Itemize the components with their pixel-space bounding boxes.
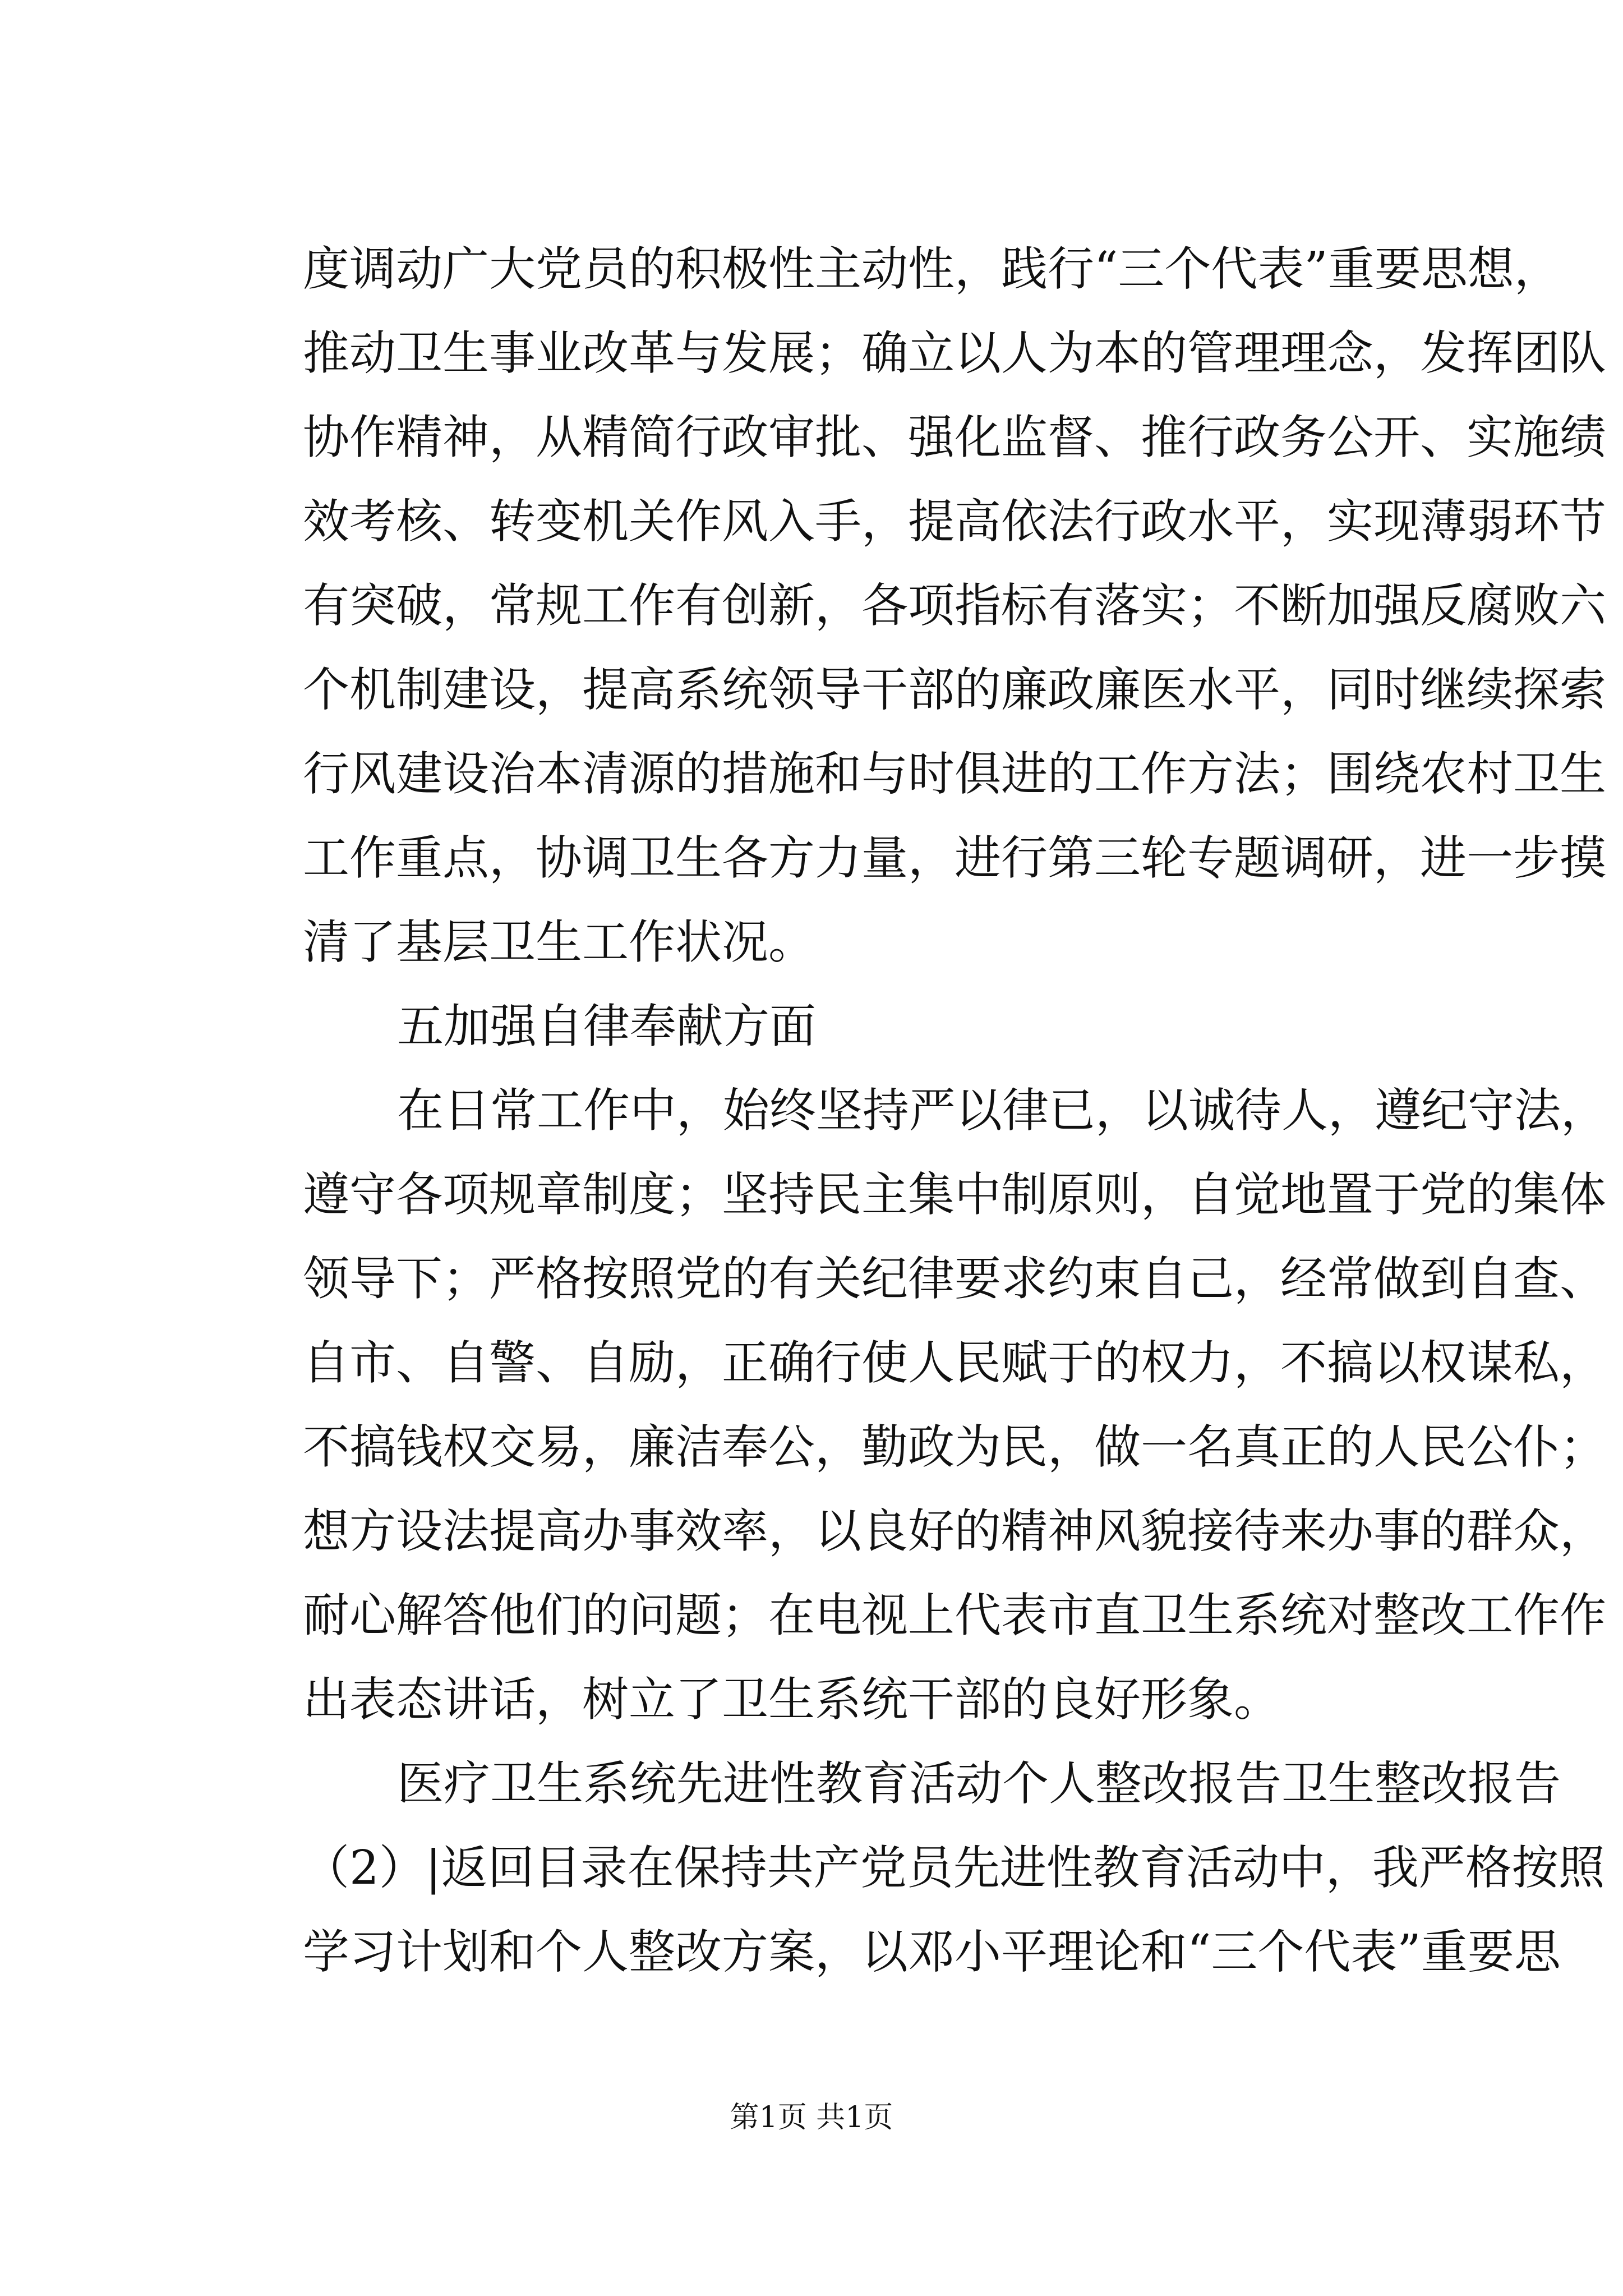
- text-line: 度调动广大党员的积极性主动性，践行“三个代表”重要思想，: [303, 242, 1561, 296]
- text-line: 想方设法提高办事效率，以良好的精神风貌接待来办事的群众，: [303, 1504, 1606, 1558]
- text-line: 自市、自警、自励，正确行使人民赋于的权力，不搞以权谋私，: [303, 1336, 1606, 1390]
- text-line: 有突破，常规工作有创新，各项指标有落实；不断加强反腐败六: [303, 578, 1606, 633]
- text-line: 清了基层卫生工作状况。: [303, 915, 815, 969]
- text-line: 不搞钱权交易，廉洁奉公，勤政为民，做一名真正的人民公仆；: [303, 1420, 1606, 1474]
- text-line: 协作精神，从精简行政审批、强化监督、推行政务公开、实施绩: [303, 410, 1606, 464]
- text-line: 在日常工作中，始终坚持严以律已，以诚待人，遵纪守法，: [397, 1083, 1607, 1138]
- section-heading: 五加强自律奉献方面: [397, 999, 816, 1053]
- text-line: 工作重点，协调卫生各方力量，进行第三轮专题调研，进一步摸: [303, 831, 1606, 885]
- text-line: 推动卫生事业改革与发展；确立以人为本的管理理念，发挥团队: [303, 326, 1606, 380]
- text-line: 个机制建设，提高系统领导干部的廉政廉医水平，同时继续探索: [303, 662, 1606, 717]
- page-footer: 第1页 共1页: [730, 2101, 893, 2134]
- text-line: 耐心解答他们的问题；在电视上代表市直卫生系统对整改工作作: [303, 1588, 1606, 1642]
- text-line: 效考核、转变机关作风入手，提高依法行政水平，实现薄弱环节: [303, 494, 1606, 549]
- text-line: 医疗卫生系统先进性教育活动个人整改报告卫生整改报告: [397, 1756, 1561, 1811]
- text-line: 学习计划和个人整改方案，以邓小平理论和“三个代表”重要思: [303, 1925, 1561, 1979]
- text-line: 领导下；严格按照党的有关纪律要求约束自己，经常做到自查、: [303, 1251, 1606, 1306]
- text-line: 行风建设治本清源的措施和与时俱进的工作方法；围绕农村卫生: [303, 747, 1606, 801]
- text-line: 遵守各项规章制度；坚持民主集中制原则，自觉地置于党的集体: [303, 1167, 1606, 1222]
- text-line: 出表态讲话，树立了卫生系统干部的良好形象。: [303, 1672, 1280, 1727]
- text-line: （2）|返回目录在保持共产党员先进性教育活动中，我严格按照: [303, 1841, 1605, 1895]
